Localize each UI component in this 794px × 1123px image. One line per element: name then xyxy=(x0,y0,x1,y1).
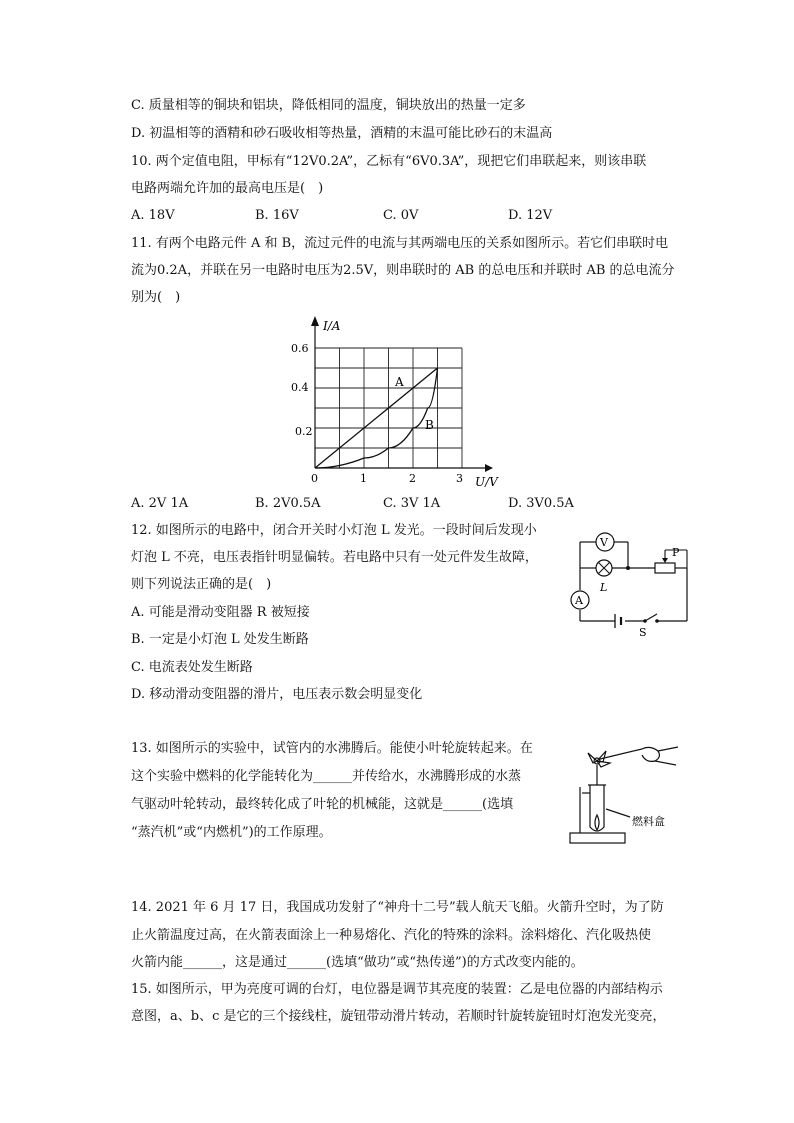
q12-stem-line3: 则下列说法正确的是( ) xyxy=(131,577,272,592)
lamp-label: L xyxy=(600,581,608,594)
q12-option-b: B. 一定是小灯泡 L 处发生断路 xyxy=(131,632,309,647)
voltmeter-label: V xyxy=(600,536,608,549)
q13-stem-line1: 13. 如图所示的实验中，试管内的水沸腾后。能使小叶轮旋转起来。在 xyxy=(131,741,533,756)
ammeter-label: A xyxy=(575,594,583,607)
y-axis-arrow xyxy=(311,316,319,326)
steam-experiment-figure xyxy=(560,745,690,855)
q11-option-a: A. 2V 1A xyxy=(131,496,189,511)
switch-label: S xyxy=(639,626,647,639)
rheostat-icon xyxy=(655,563,675,573)
slider-label: P xyxy=(672,546,680,559)
q10-option-c: C. 0V xyxy=(383,208,419,223)
q10-stem-line2: 电路两端允许加的最高电压是( ) xyxy=(131,181,324,196)
x-tick-0: 0 xyxy=(311,472,318,485)
q10-stem-line1: 10. 两个定值电阻，甲标有“12V0.2A”，乙标有“6V0.3A”，现把它们串联起来，则该串联 xyxy=(131,154,647,169)
q10-option-b: B. 16V xyxy=(255,208,299,223)
iu-graph xyxy=(285,310,505,495)
curve-a xyxy=(315,368,438,468)
q12-stem-line2: 灯泡 L 不亮，电压表指针明显偏转。若电路中只有一处元件发生故障， xyxy=(131,550,538,565)
switch-icon xyxy=(645,614,657,621)
x-axis-label: U/V xyxy=(475,475,498,489)
q12-option-a: A. 可能是滑动变阻器 R 被短接 xyxy=(131,605,310,620)
fuel-box-label: 燃料盒 xyxy=(632,815,665,828)
x-axis-arrow xyxy=(485,464,493,472)
q14-stem-line1: 14. 2021 年 6 月 17 日，我国成功发射了“神舟十二号”载人航天飞船。火箭升空时，为了防 xyxy=(131,900,664,915)
q11-option-c: C. 3V 1A xyxy=(383,496,441,511)
q9-option-d: D. 初温相等的酒精和砂石吸收相等热量，酒精的末温可能比砂石的末温高 xyxy=(131,126,553,141)
q13-stem-line2: 这个实验中燃料的化学能转化为______并传给水，水沸腾形成的水蒸 xyxy=(131,769,522,784)
q15-stem-line2: 意图，a、b、c 是它的三个接线柱，旋钮带动滑片转动，若顺时针旋转旋钮时灯泡发光变亮， xyxy=(131,1009,666,1024)
q11-stem-line2: 流为0.2A，并联在另一电路时电压为2.5V，则串联时的 AB 的总电压和并联时 AB 的总电流分 xyxy=(131,263,675,278)
x-tick-1: 1 xyxy=(360,472,367,485)
q10-option-a: A. 18V xyxy=(131,208,175,223)
curve-a-label: A xyxy=(395,375,404,389)
q15-stem-line1: 15. 如图所示，甲为亮度可调的台灯，电位器是调节其亮度的装置：乙是电位器的内部结构示 xyxy=(131,982,663,997)
q12-stem-line1: 12. 如图所示的电路中，闭合开关时小灯泡 L 发光。一段时间后发现小 xyxy=(131,523,537,538)
curve-b-label: B xyxy=(425,418,434,432)
q11-stem-line1: 11. 有两个电路元件 A 和 B，流过元件的电流与其两端电压的关系如图所示。若它们串联时电 xyxy=(131,236,669,251)
q13-stem-line3: 气驱动叶轮转动，最终转化成了叶轮的机械能，这就是______(选填 xyxy=(131,797,514,812)
y-tick-0.4: 0.4 xyxy=(291,381,309,394)
y-axis-label: I/A xyxy=(323,319,341,333)
q12-option-c: C. 电流表处发生断路 xyxy=(131,660,253,675)
q10-option-d: D. 12V xyxy=(508,208,553,223)
q11-option-b: B. 2V0.5A xyxy=(255,496,321,511)
y-tick-0.6: 0.6 xyxy=(291,342,309,355)
q14-stem-line2: 止火箭温度过高，在火箭表面涂上一种易熔化、汽化的特殊的涂料。涂料熔化、汽化吸热使 xyxy=(131,928,652,943)
q12-option-d: D. 移动滑动变阻器的滑片，电压表示数会明显变化 xyxy=(131,687,423,702)
y-tick-0.2: 0.2 xyxy=(295,425,313,438)
x-tick-3: 3 xyxy=(456,472,463,485)
q13-stem-line4: “蒸汽机”或“内燃机”)的工作原理。 xyxy=(131,825,332,840)
q11-stem-line3: 别为( ) xyxy=(131,290,181,305)
circuit-diagram xyxy=(565,528,695,640)
q11-option-d: D. 3V0.5A xyxy=(508,496,574,511)
q9-option-c: C. 质量相等的铜块和铝块，降低相同的温度，铜块放出的热量一定多 xyxy=(131,98,526,113)
q14-stem-line3: 火箭内能______，这是通过______(选填“做功”或“热传递”)的方式改变内能的。 xyxy=(131,955,584,970)
x-tick-2: 2 xyxy=(409,472,416,485)
